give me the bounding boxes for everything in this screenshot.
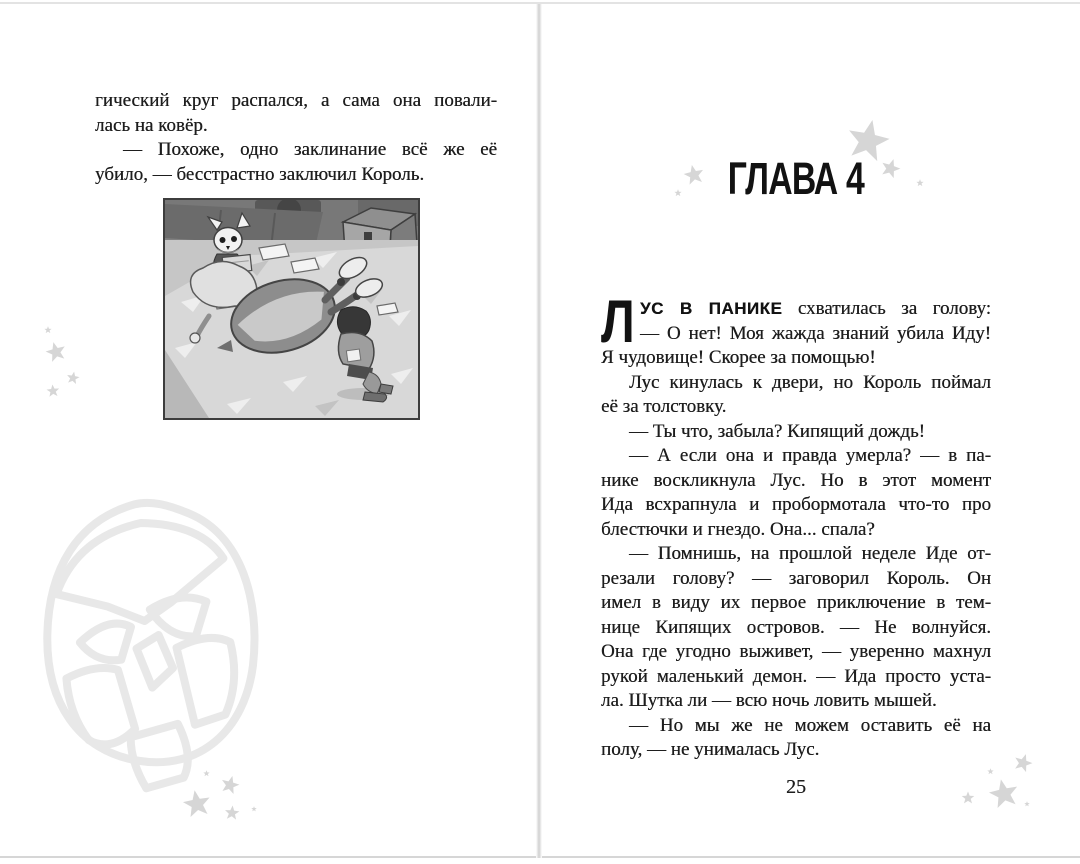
body-line: ла. Шутка ли — всю ночь ловить мышей. xyxy=(601,690,937,711)
owl-watermark-icon xyxy=(14,480,277,802)
star-icon xyxy=(985,775,1023,813)
body-line: — А если она и правда умерла? — в па- xyxy=(629,445,991,466)
star-icon xyxy=(45,383,60,398)
body-line: — О нет! Моя жажда знаний убила Иду! xyxy=(640,322,991,344)
drop-cap: Л xyxy=(601,288,635,355)
body-line: — Но мы же не можем оставить её на xyxy=(629,714,991,736)
lead-bold-text: УС В ПАНИКЕ xyxy=(640,299,783,318)
body-line xyxy=(601,297,991,322)
body-line: блестючки и гнездо. Она... спала? xyxy=(601,518,875,540)
star-icon xyxy=(180,787,215,822)
star-icon xyxy=(961,791,975,805)
star-icon xyxy=(44,326,52,334)
body-line: полу, — не унималась Лус. xyxy=(601,739,820,760)
star-icon xyxy=(674,189,682,197)
star-icon xyxy=(203,770,210,777)
opening-paragraph xyxy=(601,288,992,371)
page-number: 25 xyxy=(786,776,806,798)
body-line: рукой маленький демон. — Ида просто уста- xyxy=(601,665,991,687)
chapter-title-text: ГЛАВА 4 xyxy=(727,153,865,204)
body-line: Ида всхрапнула и пробормотала что-то про xyxy=(601,494,991,515)
body-line: Лус кинулась к двери, но Король поймал xyxy=(629,371,991,393)
star-icon xyxy=(65,370,81,386)
body-line: — Ты что, забыла? Кипящий дождь! xyxy=(629,420,925,442)
lead-rest-text: схватилась за голову: xyxy=(782,298,992,319)
body-line: гический круг распался, а сама она повали- xyxy=(95,90,497,111)
star-icon xyxy=(681,162,707,188)
chapter-title xyxy=(601,155,991,205)
body-line: резали голову? — заговорил Король. Он xyxy=(601,567,991,589)
star-icon xyxy=(1024,801,1030,807)
body-line: нице Кипящих островов. — Не волнуйся. xyxy=(601,616,991,638)
body-line: Она где угодно выживет, — уверенно махнул xyxy=(601,641,991,662)
star-icon xyxy=(251,806,257,812)
body-line: — Помнишь, на прошлой неделе Иде от- xyxy=(629,543,991,564)
body-line: — Похоже, одно заклинание всё же её xyxy=(123,139,497,160)
body-line: Я чудовище! Скорее за помощью! xyxy=(601,347,876,368)
story-illustration xyxy=(163,198,420,420)
body-line: убило, — бесстрастно заключил Король. xyxy=(95,163,425,185)
body-line: нике воскликнула Лус. Но в этот момент xyxy=(601,469,991,491)
right-page-text xyxy=(601,288,992,763)
star-icon xyxy=(223,804,240,821)
body-line: лась на ковёр. xyxy=(95,114,208,136)
illustration-graphic xyxy=(165,200,418,418)
right-page xyxy=(542,4,1080,856)
left-page-text xyxy=(95,89,497,187)
body-line: имел в виду их первое приключение в тем- xyxy=(601,592,991,613)
star-icon xyxy=(987,768,994,775)
star-icon xyxy=(916,179,924,187)
body-line: её за толстовку. xyxy=(601,396,727,417)
left-page xyxy=(0,4,536,856)
